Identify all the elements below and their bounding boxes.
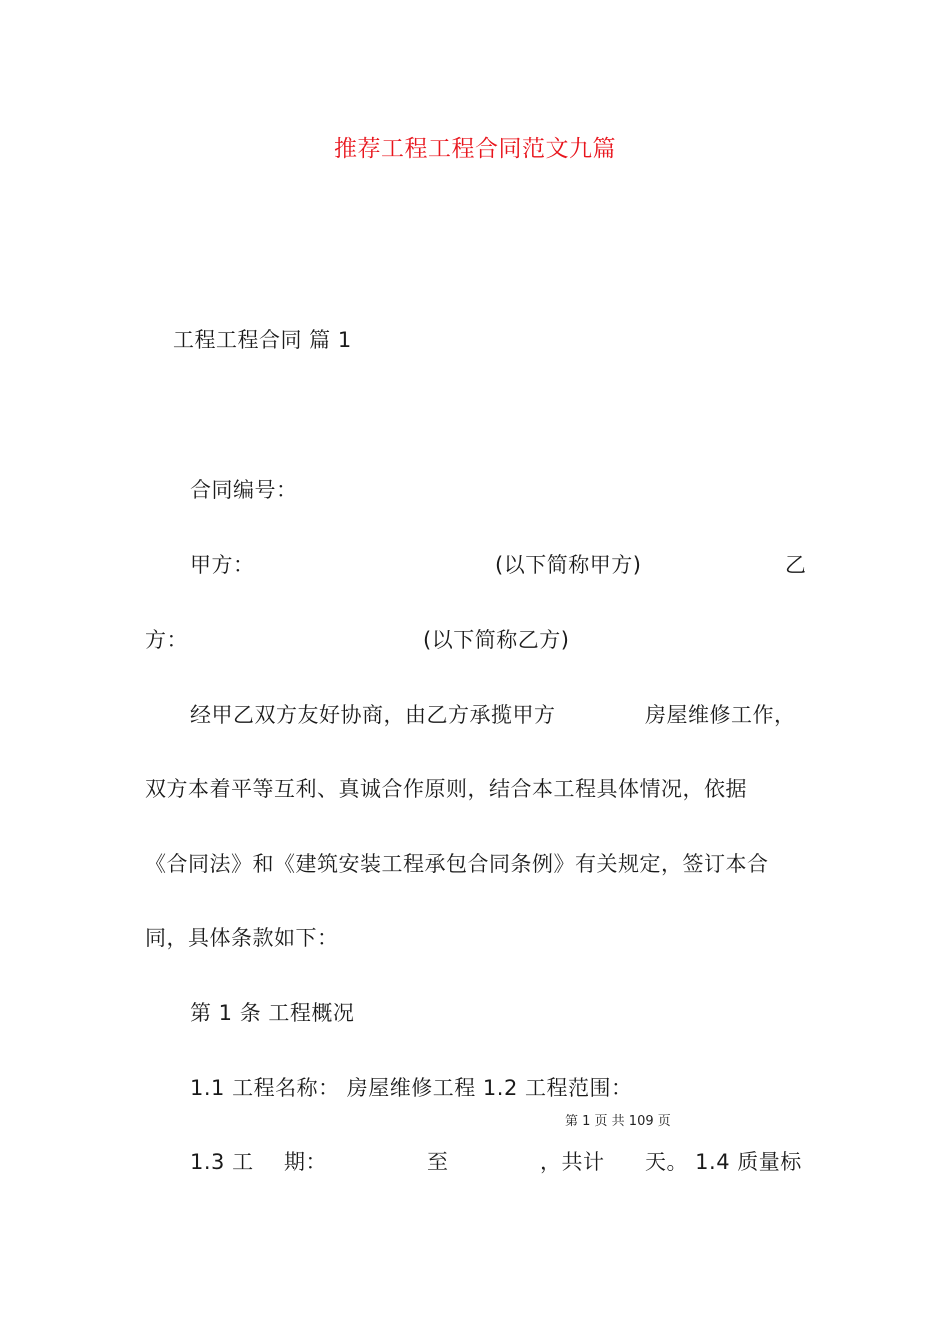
- party-b-label-start: 乙: [785, 553, 807, 577]
- item-1-3-period: 期：: [284, 1150, 327, 1174]
- party-a-note: (以下简称甲方): [495, 553, 642, 577]
- item-1-3-days: 天。 1.4 质量标: [645, 1150, 802, 1174]
- article-1-heading: 第 1 条 工程概况: [190, 1001, 355, 1025]
- intro-line-2: 双方本着平等互利、真诚合作原则，结合本工程具体情况，依据: [145, 777, 747, 801]
- document-title: 推荐工程工程合同范文九篇: [334, 136, 616, 162]
- party-b-label-end: 方：: [145, 628, 188, 652]
- intro-line-1b: 房屋维修工作，: [645, 703, 796, 727]
- page-footer: 第 1 页 共 109 页: [565, 1114, 671, 1129]
- section-heading: 工程工程合同 篇 1: [173, 328, 352, 352]
- contract-number-label: 合同编号：: [190, 478, 298, 502]
- item-1-1: 1.1 工程名称： 房屋维修工程 1.2 工程范围：: [190, 1076, 633, 1100]
- party-a-label: 甲方：: [190, 553, 255, 577]
- item-1-3-total: ，共计: [540, 1150, 605, 1174]
- intro-line-4: 同，具体条款如下：: [145, 926, 339, 950]
- intro-line-3: 《合同法》和《建筑安装工程承包合同条例》有关规定，签订本合: [145, 852, 769, 876]
- party-b-note: (以下简称乙方): [423, 628, 570, 652]
- item-1-3-label: 1.3 工: [190, 1150, 254, 1174]
- intro-line-1a: 经甲乙双方友好协商，由乙方承揽甲方: [190, 703, 556, 727]
- item-1-3-to: 至: [427, 1150, 449, 1174]
